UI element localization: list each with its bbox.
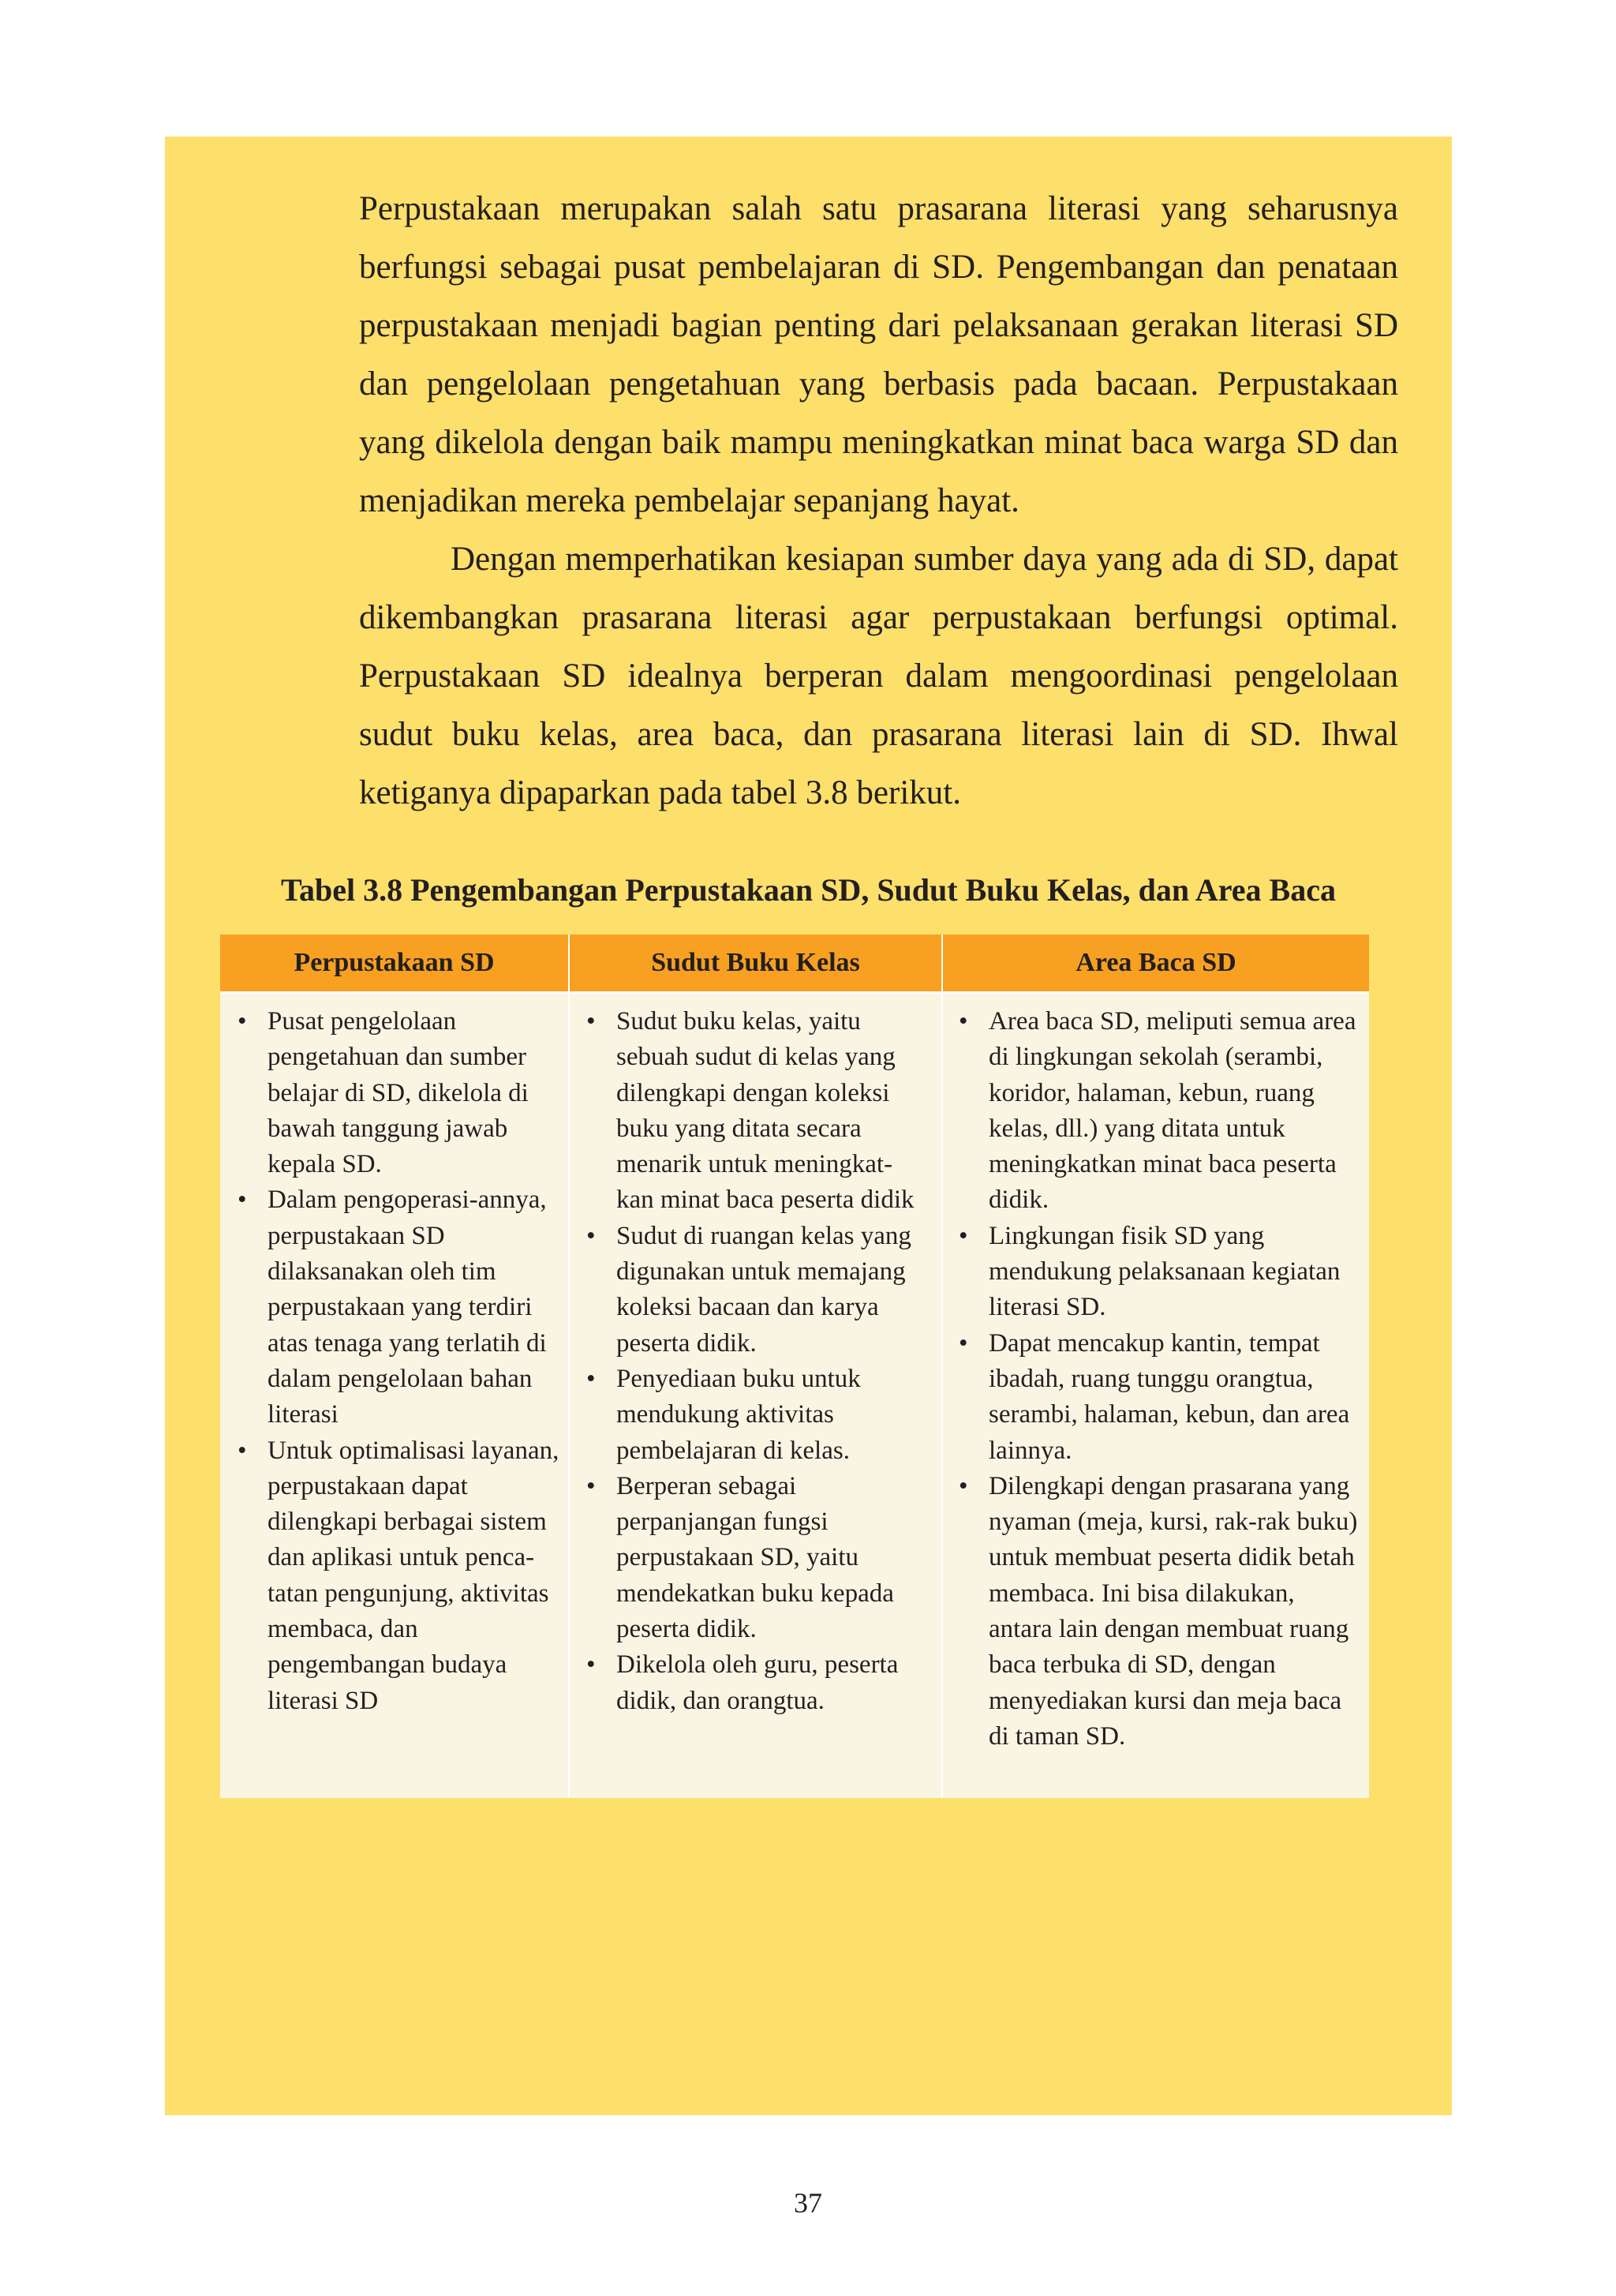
- header-perpustakaan-sd: Perpustakaan SD: [294, 948, 495, 977]
- table-caption: Tabel 3.8 Pengembangan Perpustakaan SD, Sudut Buku Kelas, dan Area Baca: [281, 872, 1336, 908]
- list-item: • Area baca SD, meliputi semua area di lingkungan sekolah (serambi, koridor, halaman, kebun, ruang kelas, dll.) yang ditata untuk meningkatkan minat baca peserta didik.: [951, 1004, 1361, 1219]
- list-item: • Pusat pengelolaan pengetahuan dan sumber belajar di SD, dikelola di bawah tanggung jawab kepala SD.: [230, 1004, 561, 1182]
- list-item: • Untuk optimalisasi layanan, perpustakaan dapat dilengkapi berbagai sistem dan aplikasi untuk penca-tatan pengunjung, aktivitas membaca, dan pengembangan budaya literasi SD: [230, 1433, 561, 1719]
- header-sudut-buku-kelas: Sudut Buku Kelas: [651, 948, 860, 977]
- list-item: • Lingkungan fisik SD yang mendukung pelaksanaan kegiatan literasi SD.: [951, 1219, 1361, 1326]
- list-item: • Penyediaan buku untuk mendukung aktivitas pembelajaran di kelas.: [578, 1361, 918, 1469]
- intro-paragraph-2: Dengan memperhatikan kesiapan sumber daya yang ada di SD, dapat dikembangkan prasarana literasi agar perpustakaan berfungsi optimal. Perpustakaan SD idealnya berperan dalam mengoordinasi pengelolaan sudut buku kelas, area baca, dan prasarana literasi lain di SD. Ihwal ketiganya dipaparkan pada tabel 3.8 berikut.: [359, 541, 1398, 811]
- header-area-baca-sd: Area Baca SD: [1075, 948, 1236, 977]
- intro-paragraph-1: Perpustakaan merupakan salah satu prasarana literasi yang seharusnya berfungsi sebagai pusat pembelajaran di SD. Pengembangan dan penataan perpustakaan menjadi bagian penting dari pelaksanaan gerakan literasi SD dan pengelolaan pengetahuan yang berbasis pada bacaan. Perpustakaan yang dikelola dengan baik mampu meningkatkan minat baca warga SD dan menjadikan mereka pembelajar sepanjang hayat.: [359, 190, 1398, 519]
- column-divider: [941, 935, 943, 1798]
- page-number: 37: [794, 2187, 822, 2219]
- list-item: • Berperan sebagai perpanjangan fungsi perpustakaan SD, yaitu mendekatkan buku kepada peserta didik.: [578, 1469, 918, 1647]
- list-item: • Dikelola oleh guru, peserta didik, dan orangtua.: [578, 1647, 918, 1719]
- intro-text: [359, 180, 1398, 822]
- column-divider: [568, 935, 570, 1798]
- list-item: • Dilengkapi dengan prasarana yang nyaman (meja, kursi, rak-rak buku) untuk membuat peserta didik betah membaca. Ini bisa dilakukan, antara lain dengan membuat ruang baca terbuka di SD, dengan menyediakan kursi dan meja baca di taman SD.: [951, 1469, 1361, 1755]
- table-header-row: [220, 935, 1369, 994]
- column-perpustakaan-sd: [230, 1004, 561, 1719]
- list-item: • Sudut di ruangan kelas yang digunakan untuk memajang koleksi bacaan dan karya peserta didik.: [578, 1219, 918, 1361]
- column-sudut-buku-kelas: [578, 1004, 918, 1719]
- list-item: • Dapat mencakup kantin, tempat ibadah, ruang tunggu orangtua, serambi, halaman, kebun, dan area lainnya.: [951, 1326, 1361, 1469]
- list-item: • Sudut buku kelas, yaitu sebuah sudut di kelas yang dilengkapi dengan koleksi buku yang ditata secara menarik untuk meningkat-kan minat baca peserta didik: [578, 1004, 918, 1219]
- list-item: • Dalam pengoperasi-annya, perpustakaan SD dilaksanakan oleh tim perpustakaan yang terdiri atas tenaga yang terlatih di dalam pengelolaan bahan literasi: [230, 1182, 561, 1433]
- column-area-baca-sd: [951, 1004, 1361, 1755]
- comparison-table: [220, 935, 1369, 1798]
